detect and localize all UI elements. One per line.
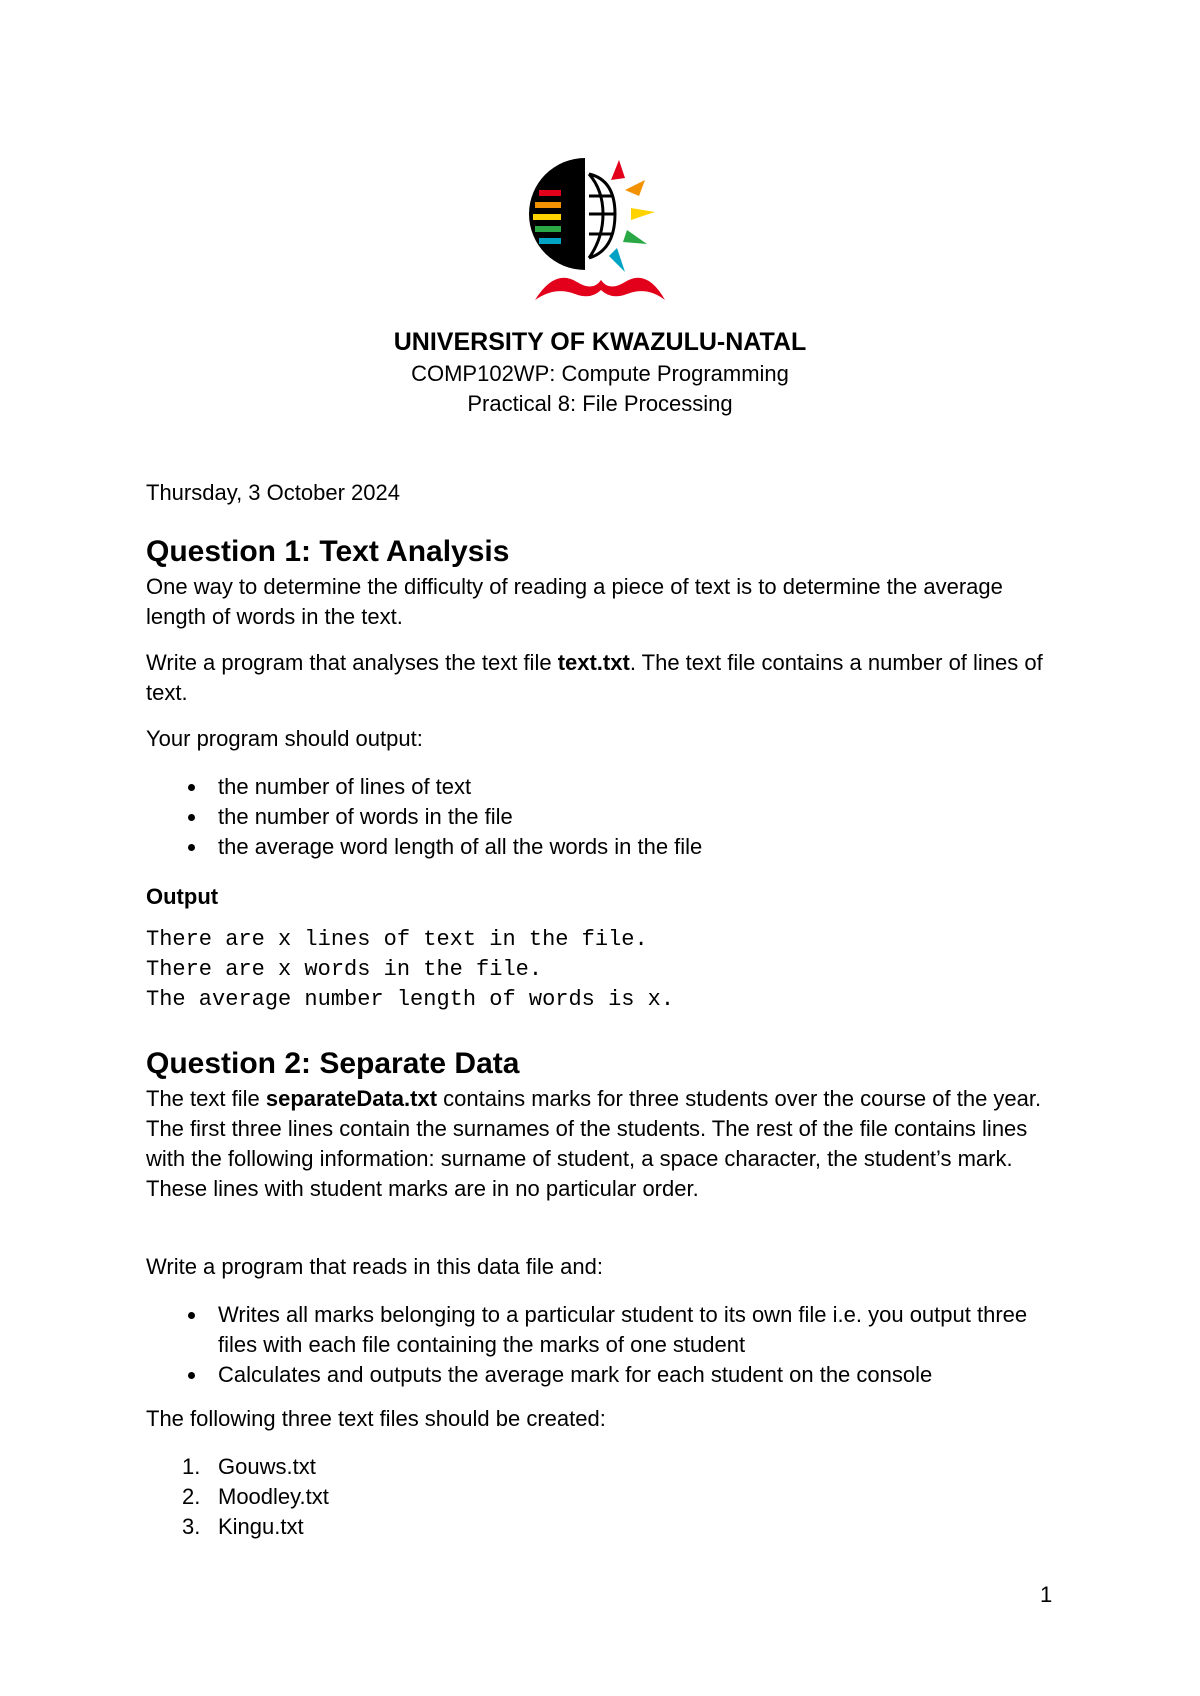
list-item: Writes all marks belonging to a particular student to its own file i.e. you output three files with each file containing the marks of one student (146, 1300, 1066, 1360)
university-name: UNIVERSITY OF KWAZULU-NATAL (393, 328, 807, 356)
question-1-task: Write a program that analyses the text file text.txt. The text file contains a number of lines of text. (146, 650, 1043, 705)
list-item: the average word length of all the words in the file (146, 832, 1066, 862)
question-1-bullet-list (146, 772, 1066, 862)
document-date: Thursday, 3 October 2024 (146, 480, 400, 505)
question-2-intro: The text file separateData.txt contains marks for three students over the course of the year. The first three lines contain the surnames of the students. The rest of the file contains lines with the following information: surname of student, a space character, the student’s mark. These lines with student marks are in no particular order. (146, 1086, 1042, 1201)
list-item: 1. Gouws.txt (182, 1454, 316, 1479)
code-line: There are x words in the file. (146, 957, 543, 982)
list-item: the number of words in the file (146, 802, 1066, 832)
page-number: 1 (1040, 1582, 1053, 1607)
question-2-task: Write a program that reads in this data file and: (146, 1254, 603, 1279)
list-item: 3. Kingu.txt (182, 1514, 304, 1539)
question-1-output-intro: Your program should output: (146, 726, 423, 751)
list-item: the number of lines of text (146, 772, 1066, 802)
code-line: There are x lines of text in the file. (146, 927, 648, 952)
list-item: 2. Moodley.txt (182, 1484, 329, 1509)
list-item: Calculates and outputs the average mark for each student on the console (146, 1360, 1066, 1390)
filename-separatedata-txt: separateData.txt (265, 1086, 438, 1111)
code-line: The average number length of words is x. (146, 987, 675, 1012)
question-1-intro: One way to determine the difficulty of reading a piece of text is to determine the average length of words in the text. (146, 574, 1003, 629)
filename-text-txt: text.txt (557, 650, 630, 675)
question-2-bullet-list (146, 1300, 1066, 1390)
output-code-block (146, 925, 674, 1015)
question-1-title: Question 1: Text Analysis (146, 535, 510, 568)
practical-title: Practical 8: File Processing (467, 391, 733, 416)
course-title: COMP102WP: Compute Programming (411, 361, 789, 386)
question-2-title: Question 2: Separate Data (146, 1047, 520, 1080)
output-files-list (146, 1452, 1066, 1542)
question-2-files-intro: The following three text files should be created: (146, 1406, 606, 1431)
ukzn-logo (515, 150, 685, 310)
output-label: Output (146, 884, 219, 909)
